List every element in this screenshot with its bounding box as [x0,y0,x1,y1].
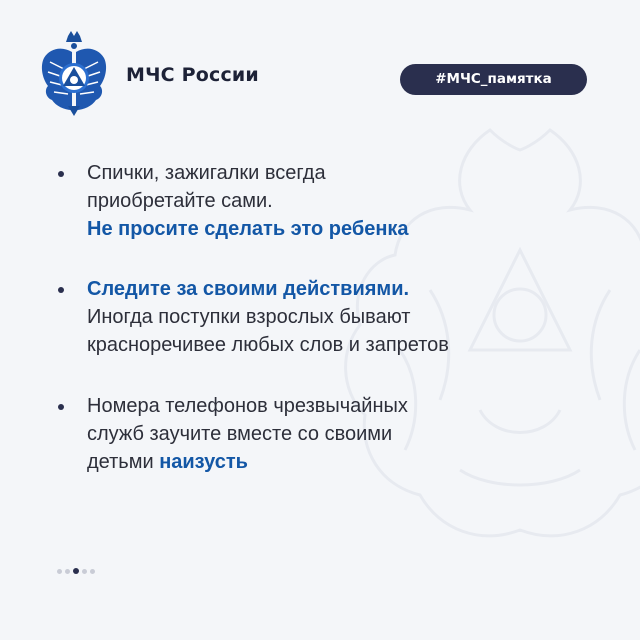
carousel-pagination [57,567,95,575]
bullet-dot-icon [58,287,64,293]
item-text-line: служб заучите вместе со своими [87,423,393,445]
item-text-fragment: детьми [87,451,160,473]
pagination-dot[interactable] [65,569,70,574]
item-text-line: Иногда поступки взрослых бывают [87,306,411,328]
hashtag-badge: #МЧС_памятка [400,64,587,95]
list-item [55,392,575,476]
pagination-dot[interactable] [90,569,95,574]
pagination-dot[interactable] [82,569,87,574]
item-text-line [87,448,575,476]
item-highlight: наизусть [159,451,248,473]
emchs-emblem-icon [38,30,110,116]
item-text-line: приобретайте сами. [87,190,273,212]
pagination-dot[interactable] [57,569,62,574]
brand-name: МЧС России [126,64,259,86]
list-item [55,159,575,243]
item-highlight: Не просите сделать это ребенка [87,218,409,240]
list-item [55,275,575,359]
item-text-line: Номера телефонов чрезвычайных [87,395,408,417]
bullet-list [55,159,575,476]
item-text-line: красноречивее любых слов и запретов [87,334,449,356]
pagination-dot-active[interactable] [73,568,79,574]
bullet-dot-icon [58,171,64,177]
item-text-line: Спички, зажигалки всегда [87,162,326,184]
bullet-dot-icon [58,404,64,410]
item-highlight: Следите за своими действиями. [87,278,410,300]
